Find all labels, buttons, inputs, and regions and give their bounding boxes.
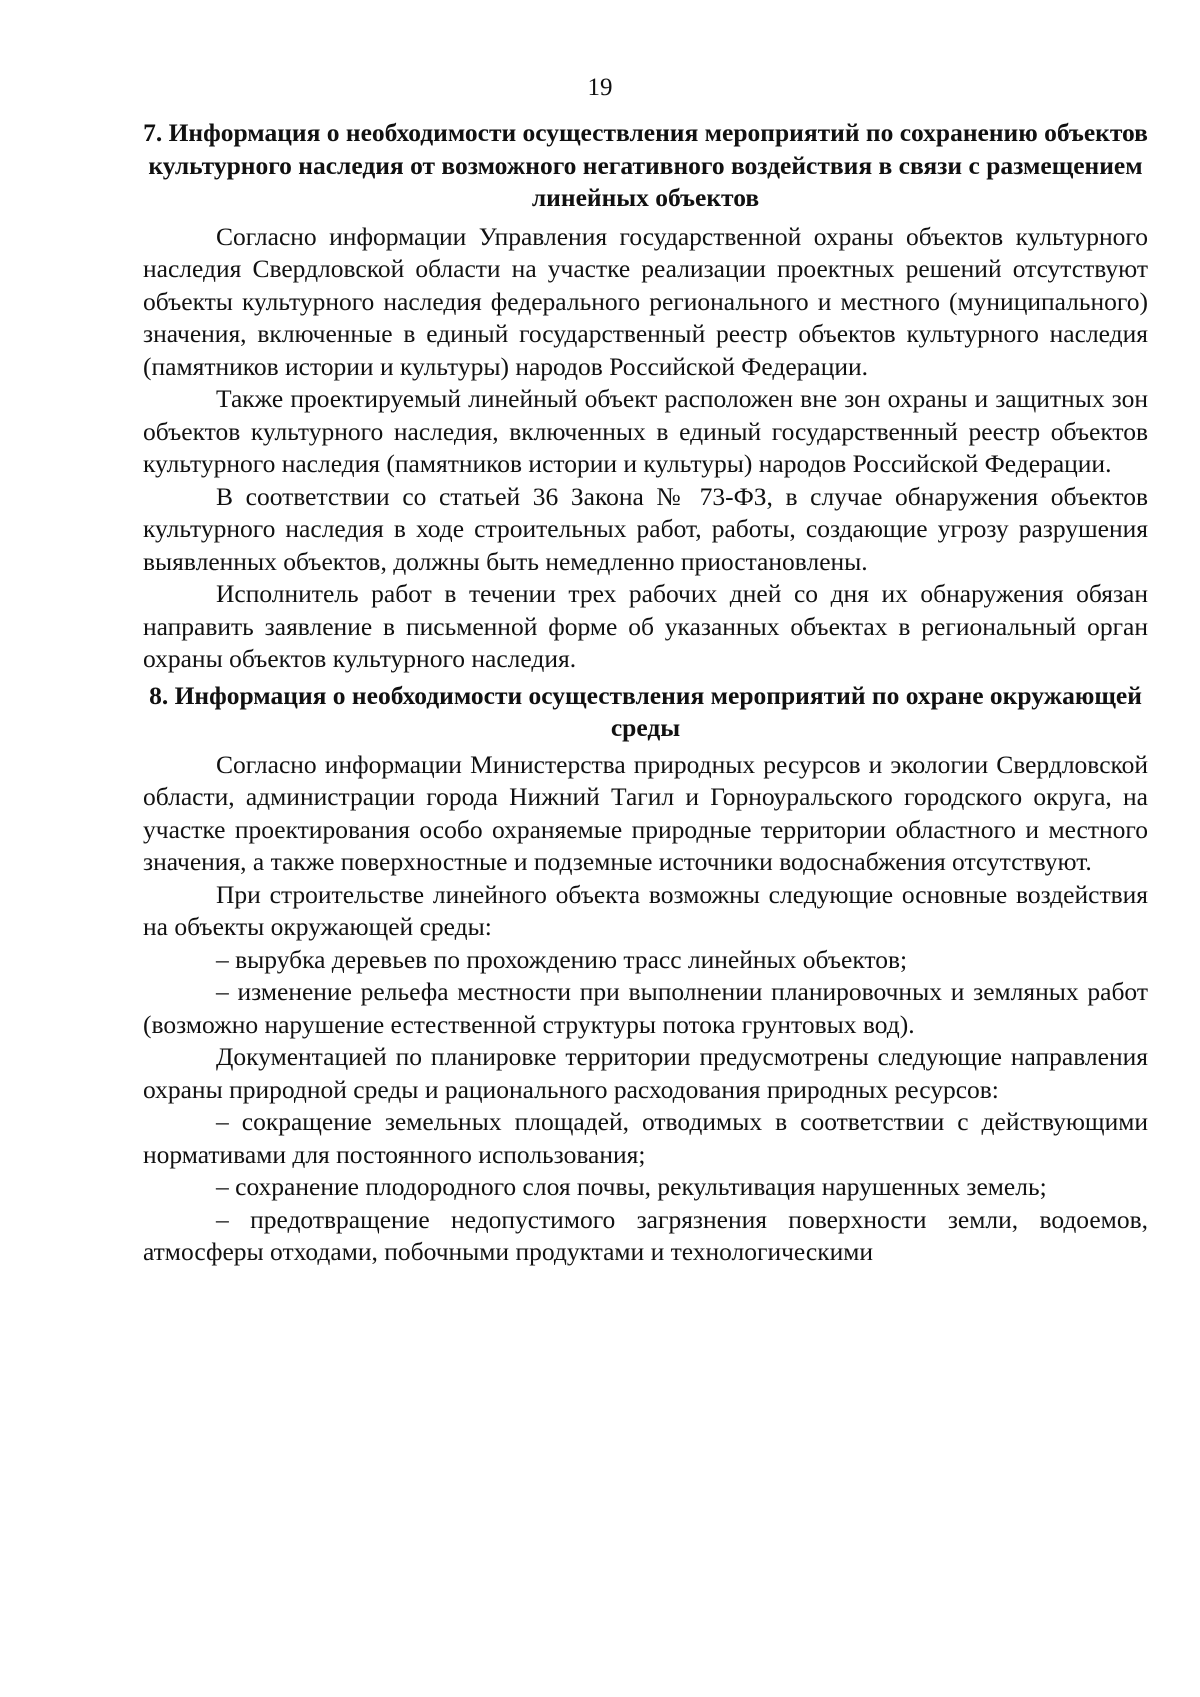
section-8-paragraph: Документацией по планировке территории предусмотрены следующие направления охраны природной среды и рационального расходования природных ресурсов: bbox=[143, 1042, 1148, 1104]
section-7-paragraph: Также проектируемый линейный объект расположен вне зон охраны и защитных зон объектов культурного наследия, включенных в единый государственный реестр объектов культурного наследия (памятников истории и культуры) народов Российской Федерации. bbox=[143, 384, 1148, 478]
section-7-paragraph: Согласно информации Управления государственной охраны объектов культурного наследия Свердловской области на участке реализации проектных решений отсутствуют объекты культурного наследия федерального регионального и местного (муниципального) значения, включенные в единый государственный реестр объектов культурного наследия (памятников истории и культуры) народов Российской Федерации. bbox=[143, 221, 1148, 381]
section-8-paragraph: Согласно информации Министерства природных ресурсов и экологии Свердловской области, администрации города Нижний Тагил и Горноуральского городского округа, на участке проектирования особо охраняемые природные территории областного и местного значения, а также поверхностные и подземные источники водоснабжения отсутствуют. bbox=[143, 749, 1148, 876]
section-8-paragraph: При строительстве линейного объекта возможны следующие основные воздействия на объекты окружающей среды: bbox=[143, 879, 1148, 941]
section-7-title: 7. Информация о необходимости осуществления мероприятий по сохранению объектов культурного наследия от возможного негативного воздействия в связи с размещением линейных объектов bbox=[143, 118, 1148, 212]
measure-list-item: – сохранение плодородного слоя почвы, рекультивация нарушенных земель; bbox=[216, 1172, 1047, 1201]
impact-list-item: – вырубка деревьев по прохождению трасс линейных объектов; bbox=[216, 944, 908, 974]
measure-list-item: – предотвращение недопустимого загрязнения поверхности земли, водоемов, атмосферы отходами, побочными продуктами и технологическими bbox=[143, 1204, 1148, 1266]
section-7-paragraph: В соответствии со статьей 36 Закона № 73-ФЗ, в случае обнаружения объектов культурного наследия в ходе строительных работ, работы, создающие угрозу разрушения выявленных объектов, должны быть немедленно приостановлены. bbox=[143, 481, 1148, 576]
page-number: 19 bbox=[587, 74, 613, 101]
impact-list-item: – изменение рельефа местности при выполнении планировочных и земляных работ (возможно нарушение естественной структуры потока грунтовых вод). bbox=[143, 977, 1148, 1039]
document-body bbox=[143, 117, 1148, 1269]
section-8-title: 8. Информация о необходимости осуществления мероприятий по охране окружающей среды bbox=[149, 680, 1142, 742]
section-7-paragraph: Исполнитель работ в течении трех рабочих дней со дня их обнаружения обязан направить заявление в письменной форме об указанных объектах в региональный орган охраны объектов культурного наследия. bbox=[143, 579, 1148, 673]
measure-list-item: – сокращение земельных площадей, отводимых в соответствии с действующими нормативами для постоянного использования; bbox=[143, 1107, 1148, 1169]
